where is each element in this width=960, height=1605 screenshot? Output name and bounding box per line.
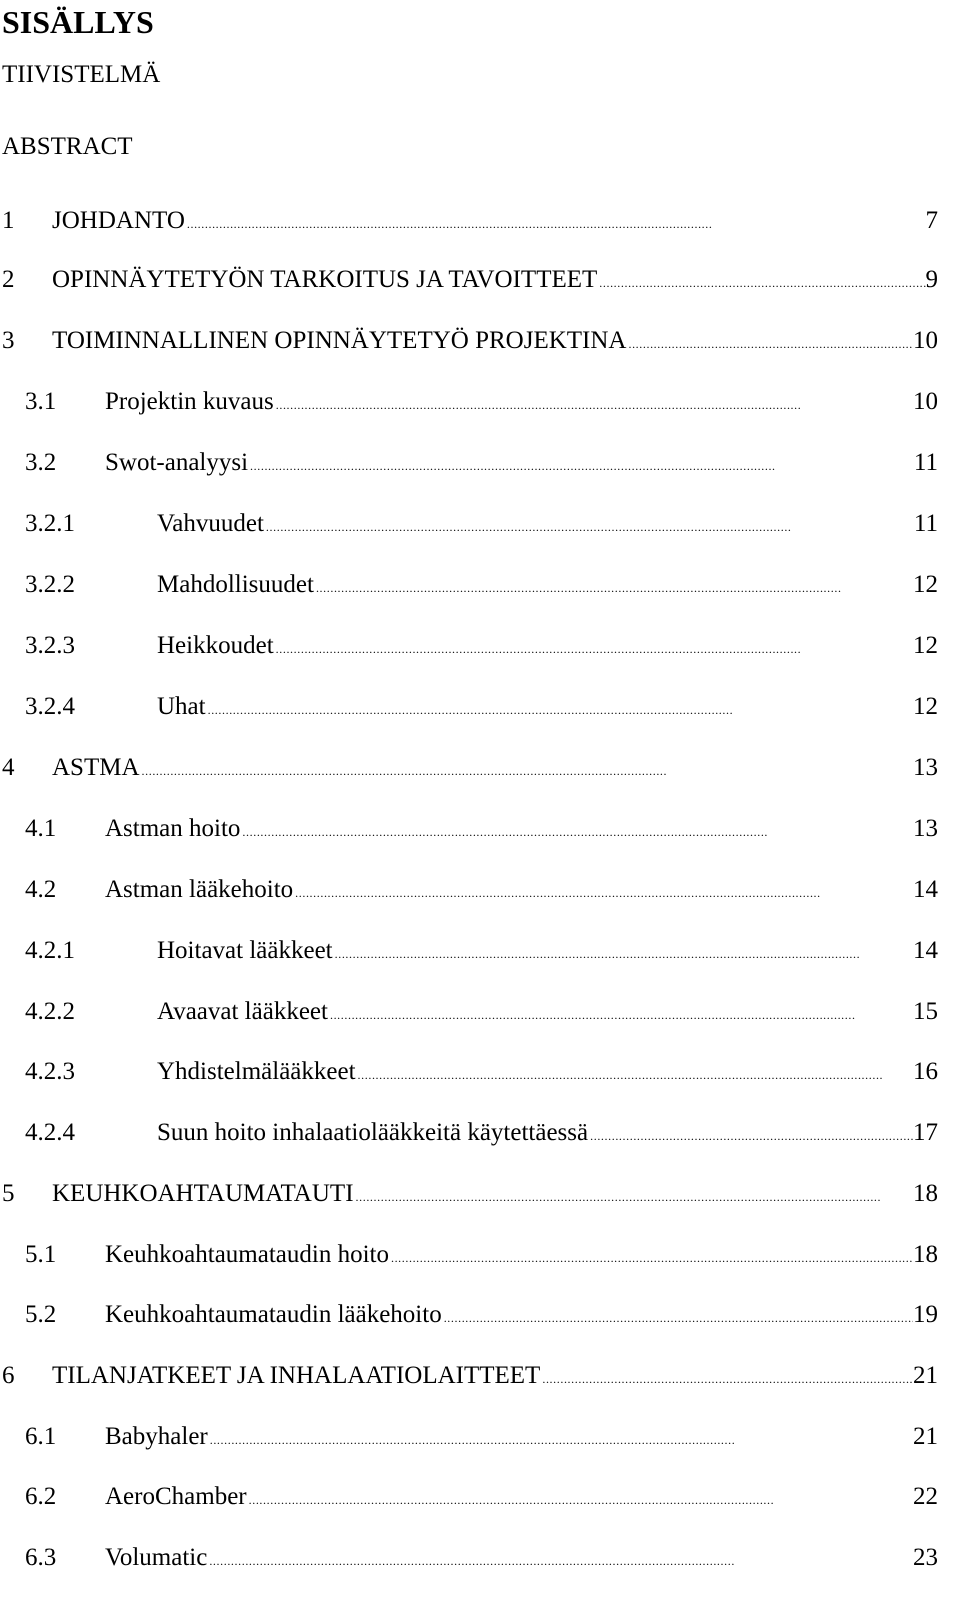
toc-entry-number: 4.2.4 — [25, 1119, 75, 1146]
front-matter-tiivistelma: TIIVISTELMÄ — [2, 61, 161, 88]
toc-entry-page-number: 13 — [913, 815, 938, 842]
toc-entry[interactable] — [25, 1118, 938, 1148]
toc-entry-page-number: 11 — [913, 510, 938, 537]
toc-entry-page-number: 11 — [913, 449, 938, 476]
toc-entry-number: 6.3 — [25, 1544, 57, 1571]
toc-entry-number: 4 — [2, 754, 15, 781]
toc-entry-number: 3.2.3 — [25, 632, 75, 659]
toc-dot-leader — [597, 265, 925, 298]
toc-entry-title: TOIMINNALLINEN OPINNÄYTETYÖ PROJEKTINA — [52, 327, 627, 354]
toc-dot-leader — [247, 1482, 913, 1515]
toc-dot-leader — [626, 326, 913, 359]
toc-entry-page-number: 21 — [913, 1362, 938, 1389]
toc-dot-leader — [240, 814, 913, 847]
toc-entry-title: Astman lääkehoito — [105, 876, 294, 903]
toc-dot-leader — [389, 1240, 913, 1273]
toc-entry-number: 6.1 — [25, 1423, 57, 1450]
toc-entry-number: 6.2 — [25, 1483, 57, 1510]
toc-entry-number: 5.2 — [25, 1301, 57, 1328]
toc-entry-page-number: 21 — [913, 1423, 938, 1450]
toc-entry-title: JOHDANTO — [52, 207, 185, 234]
toc-entry-number: 3.2.1 — [25, 510, 75, 537]
toc-entry-page-number: 10 — [913, 327, 938, 354]
toc-entry-page-number: 9 — [925, 266, 938, 293]
toc-entry-page-number: 22 — [913, 1483, 938, 1510]
toc-entry-number: 3.2.2 — [25, 571, 75, 598]
toc-entry[interactable] — [25, 936, 938, 966]
toc-entry-number: 3.1 — [25, 388, 57, 415]
toc-entry[interactable] — [25, 631, 938, 661]
toc-entry[interactable] — [25, 1482, 938, 1512]
toc-entry-title: Swot-analyysi — [105, 449, 249, 476]
toc-entry-page-number: 17 — [913, 1119, 938, 1146]
toc-entry-page-number: 19 — [913, 1301, 938, 1328]
toc-entry-title: AeroChamber — [105, 1483, 247, 1510]
toc-entry-title: Volumatic — [105, 1544, 208, 1571]
toc-dot-leader — [206, 692, 913, 725]
toc-entry-number: 4.2.2 — [25, 998, 75, 1025]
toc-entry-number: 3 — [2, 327, 15, 354]
toc-entry-page-number: 13 — [913, 754, 938, 781]
toc-entry[interactable] — [25, 1240, 938, 1270]
toc-entry[interactable] — [25, 692, 938, 722]
toc-entry-title: Babyhaler — [105, 1423, 208, 1450]
toc-entry[interactable] — [25, 1422, 938, 1452]
toc-dot-leader — [314, 570, 913, 603]
toc-entry-number: 5 — [2, 1180, 15, 1207]
toc-dot-leader — [274, 387, 913, 420]
toc-entry[interactable] — [2, 1179, 938, 1209]
toc-entry-title: ASTMA — [52, 754, 140, 781]
toc-entry-title: Mahdollisuudet — [157, 571, 314, 598]
toc-entry[interactable] — [25, 875, 938, 905]
toc-entry-number: 5.1 — [25, 1241, 57, 1268]
toc-entry-number: 4.2 — [25, 876, 57, 903]
toc-entry[interactable] — [25, 387, 938, 417]
toc-entry-title: Vahvuudet — [157, 510, 264, 537]
toc-entry-number: 1 — [2, 207, 15, 234]
toc-dot-leader — [185, 206, 926, 239]
toc-entry-number: 3.2.4 — [25, 693, 75, 720]
toc-entry-title: Avaavat lääkkeet — [157, 998, 328, 1025]
toc-entry[interactable] — [25, 509, 938, 539]
toc-entry-title: KEUHKOAHTAUMATAUTI — [52, 1180, 354, 1207]
toc-entry-title: Suun hoito inhalaatiolääkkeitä käytettäessä — [157, 1119, 589, 1146]
toc-dot-leader — [354, 1179, 913, 1212]
toc-entry[interactable] — [25, 1300, 938, 1330]
toc-dot-leader — [207, 1543, 913, 1576]
page-title: SISÄLLYS — [2, 4, 154, 40]
toc-entry-page-number: 12 — [913, 571, 938, 598]
toc-entry[interactable] — [2, 206, 938, 236]
toc-dot-leader — [274, 631, 913, 664]
toc-entry-page-number: 10 — [913, 388, 938, 415]
toc-entry[interactable] — [25, 1057, 938, 1087]
toc-dot-leader — [333, 936, 913, 969]
toc-dot-leader — [540, 1361, 913, 1394]
front-matter-abstract: ABSTRACT — [2, 133, 133, 160]
toc-entry-page-number: 15 — [913, 998, 938, 1025]
toc-entry-title: Astman hoito — [105, 815, 241, 842]
toc-entry-number: 2 — [2, 266, 15, 293]
toc-entry[interactable] — [2, 753, 938, 783]
toc-entry-title: Keuhkoahtaumataudin hoito — [105, 1241, 389, 1268]
toc-entry-title: TILANJATKEET JA INHALAATIOLAITTEET — [52, 1362, 541, 1389]
toc-entry-page-number: 18 — [913, 1180, 938, 1207]
toc-dot-leader — [208, 1422, 913, 1455]
toc-entry[interactable] — [2, 326, 938, 356]
toc-dot-leader — [442, 1300, 913, 1333]
toc-entry[interactable] — [25, 814, 938, 844]
toc-entry[interactable] — [2, 1361, 938, 1391]
toc-dot-leader — [588, 1118, 913, 1151]
toc-entry-title: Projektin kuvaus — [105, 388, 274, 415]
toc-entry-number: 3.2 — [25, 449, 57, 476]
toc-entry-number: 6 — [2, 1362, 15, 1389]
toc-entry-page-number: 14 — [913, 876, 938, 903]
toc-entry-title: Keuhkoahtaumataudin lääkehoito — [105, 1301, 442, 1328]
toc-dot-leader — [140, 753, 913, 786]
toc-entry-page-number: 16 — [913, 1058, 938, 1085]
toc-entry-page-number: 12 — [913, 693, 938, 720]
toc-entry-title: Uhat — [157, 693, 206, 720]
toc-entry-title: OPINNÄYTETYÖN TARKOITUS JA TAVOITTEET — [52, 266, 598, 293]
toc-entry-page-number: 7 — [925, 207, 938, 234]
toc-dot-leader — [328, 997, 913, 1030]
toc-entry-page-number: 18 — [913, 1241, 938, 1268]
toc-entry-title: Heikkoudet — [157, 632, 274, 659]
toc-entry[interactable] — [25, 997, 938, 1027]
toc-entry[interactable] — [2, 265, 938, 295]
toc-dot-leader — [293, 875, 913, 908]
toc-entry[interactable] — [25, 1543, 938, 1573]
toc-entry[interactable] — [25, 570, 938, 600]
toc-entry-title: Hoitavat lääkkeet — [157, 937, 333, 964]
toc-entry[interactable] — [25, 448, 938, 478]
toc-entry-page-number: 12 — [913, 632, 938, 659]
toc-entry-number: 4.1 — [25, 815, 57, 842]
toc-entry-page-number: 23 — [913, 1544, 938, 1571]
toc-entry-page-number: 14 — [913, 937, 938, 964]
toc-dot-leader — [248, 448, 914, 481]
toc-entry-title: Yhdistelmälääkkeet — [157, 1058, 356, 1085]
toc-dot-leader — [264, 509, 914, 542]
toc-entry-number: 4.2.1 — [25, 937, 75, 964]
toc-entry-number: 4.2.3 — [25, 1058, 75, 1085]
toc-dot-leader — [356, 1057, 913, 1090]
